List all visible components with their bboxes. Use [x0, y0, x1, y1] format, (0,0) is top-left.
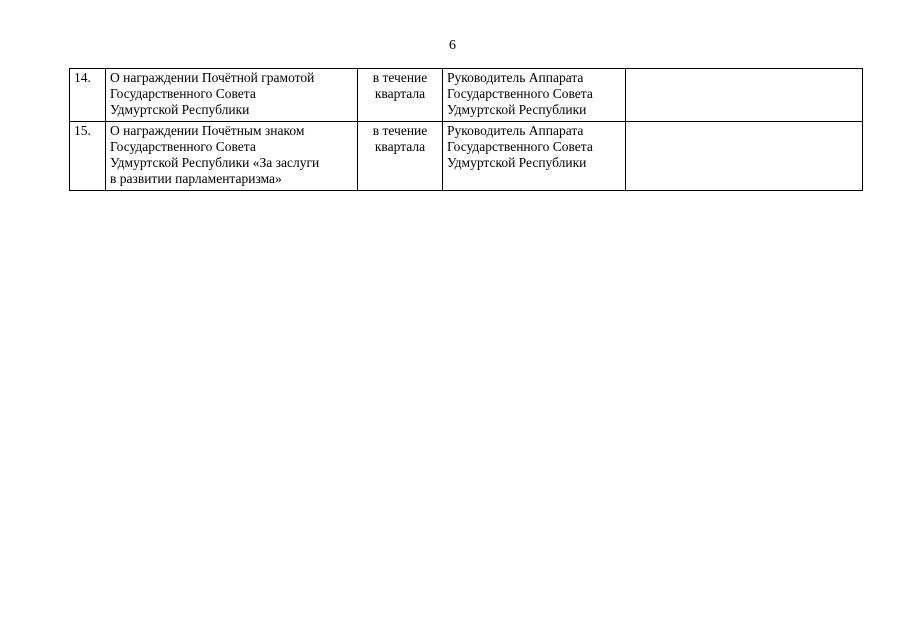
event-term [358, 69, 443, 122]
event-term [358, 122, 443, 191]
event-title-line: О награждении Почётной грамотой [110, 70, 315, 85]
event-responsible-line: Руководитель Аппарата [447, 123, 584, 138]
table-row [70, 69, 863, 122]
event-title-line: в развитии парламентаризма» [110, 171, 282, 186]
event-title-line: Удмуртской Республики [110, 102, 250, 117]
event-term-line: квартала [374, 86, 426, 101]
row-number: 14. [70, 69, 106, 122]
event-responsible-line: Государственного Совета [447, 86, 593, 101]
plan-table [69, 68, 863, 191]
event-note [626, 69, 863, 122]
event-term-line: квартала [374, 139, 426, 154]
event-responsible-line: Государственного Совета [447, 139, 593, 154]
table-row [70, 122, 863, 191]
event-responsible-line: Удмуртской Республики [447, 155, 587, 170]
event-responsible-line: Руководитель Аппарата [447, 70, 584, 85]
event-title-line: Государственного Совета [110, 139, 256, 154]
row-number: 15. [70, 122, 106, 191]
event-term-line: в течение [372, 70, 428, 85]
event-responsible [443, 122, 626, 191]
event-responsible-line: Удмуртской Республики [447, 102, 587, 117]
page-number: 6 [449, 38, 456, 53]
event-term-line: в течение [372, 123, 428, 138]
event-responsible [443, 69, 626, 122]
event-title [106, 122, 358, 191]
event-title-line: О награждении Почётным знаком [110, 123, 305, 138]
event-title [106, 69, 358, 122]
event-title-line: Государственного Совета [110, 86, 256, 101]
event-note [626, 122, 863, 191]
event-title-line: Удмуртской Республики «За заслуги [110, 155, 320, 170]
